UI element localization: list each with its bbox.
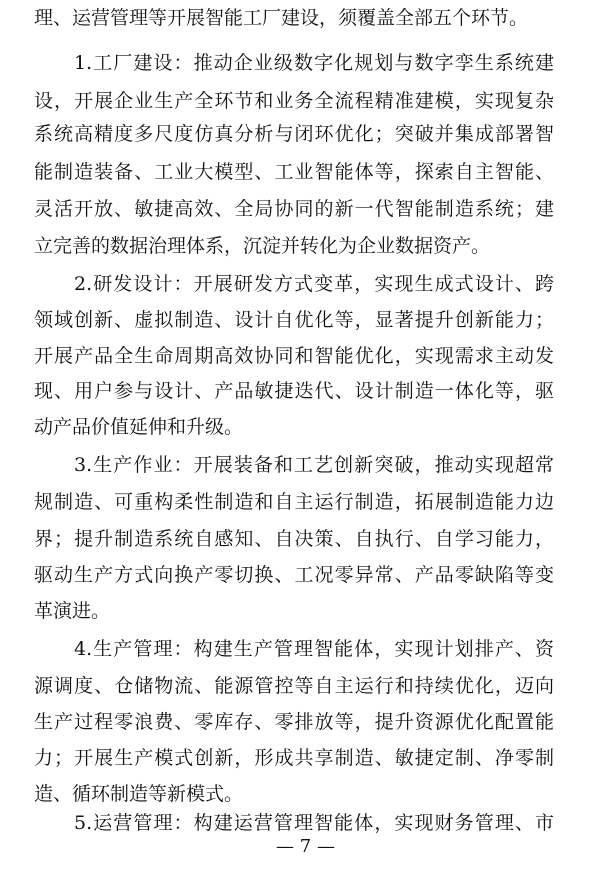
section-1-heading-line: 1.工厂建设：推动企业级数字化规划与数字孪生系统建 — [74, 52, 554, 74]
text-line: 系统高精度多尺度仿真分析与闭环优化；突破并集成部署智 — [34, 123, 554, 145]
section-4-heading-line: 4.生产管理：构建生产管理智能体，实现计划排产、资 — [74, 638, 554, 660]
text-line: 造、循环制造等新模式。 — [34, 783, 244, 805]
text-line: 规制造、可重构柔性制造和自主运行制造，拓展制造能力边 — [34, 491, 554, 513]
text-line: 力；开展生产模式创新，形成共享制造、敏捷定制、净零制 — [34, 747, 554, 769]
text-line: 驱动生产方式向换产零切换、工况零异常、产品零缺陷等变 — [34, 564, 554, 586]
text-line: 动产品价值延伸和升级。 — [34, 416, 244, 438]
text-line: 能制造装备、工业大模型、工业智能体等，探索自主智能、 — [34, 161, 554, 183]
section-3-heading-line: 3.生产作业：开展装备和工艺创新突破，推动实现超常 — [74, 454, 554, 476]
text-line: 界；提升制造系统自感知、自决策、自执行、自学习能力， — [34, 528, 554, 550]
text-line: 开展产品全生命周期高效协同和智能优化，实现需求主动发 — [34, 345, 554, 367]
section-5-heading-line: 5.运营管理：构建运营管理智能体，实现财务管理、市 — [74, 812, 554, 834]
text-line: 革演进。 — [34, 600, 111, 622]
section-2-heading-line: 2.研发设计：开展研发方式变革，实现生成式设计、跨 — [74, 273, 554, 295]
page-number: — 7 — — [276, 836, 335, 857]
text-line: 设，开展企业生产全环节和业务全流程精准建模，实现复杂 — [34, 90, 554, 112]
text-line: 立完善的数据治理体系，沉淀并转化为企业数据资产。 — [34, 235, 491, 257]
text-line: 理、运营管理等开展智能工厂建设，须覆盖全部五个环节。 — [34, 7, 529, 29]
text-line: 灵活开放、敏捷高效、全局协同的新一代智能制造系统；建 — [34, 198, 554, 220]
text-line: 现、用户参与设计、产品敏捷迭代、设计制造一体化等，驱 — [34, 380, 554, 402]
text-line: 生产过程零浪费、零库存、零排放等，提升资源优化配置能 — [34, 711, 554, 733]
text-line: 源调度、仓储物流、能源管控等自主运行和持续优化，迈向 — [34, 675, 554, 697]
text-line: 领域创新、虚拟制造、设计自优化等，显著提升创新能力； — [34, 309, 554, 331]
